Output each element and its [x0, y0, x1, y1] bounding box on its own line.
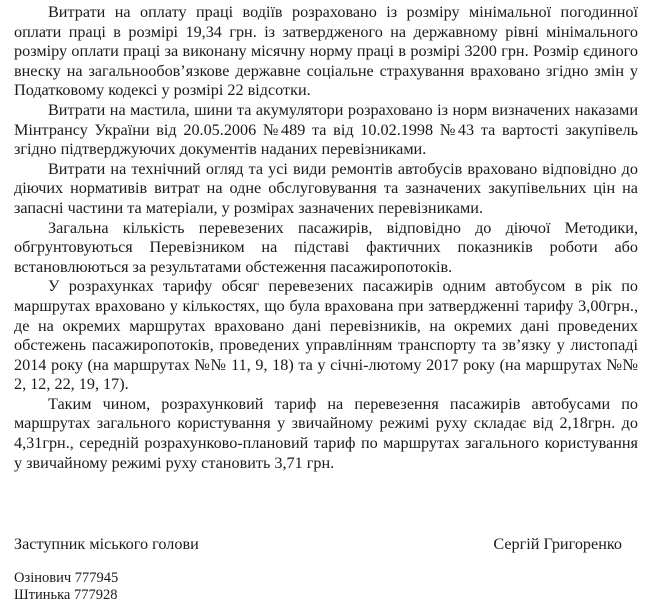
- contacts-block: [14, 570, 118, 604]
- paragraph-passenger-volume: У розрахунках тарифу обсяг перевезених пасажирів одним автобусом в рік по маршрутах враховано у кількостях, що була врахована при затвердженні тарифу 3,00грн., де на окремих маршрутах враховано дані перевізників, на окремих дані проведених обстежень пасажиропотоків, проведених управлінням транспорту та зв’язку у листопаді 2014 року (на маршрутах №№ 11, 9, 18) та у січні-лютому 2017 року (на маршрутах №№ 2, 12, 22, 19, 17).: [14, 277, 638, 394]
- document-body: [14, 3, 638, 473]
- paragraph-maintenance-repairs: Витрати на технічний огляд та усі види ремонтів автобусів враховано відповідно до діючих нормативів витрат на одне обслуговування та зазначених закупівельних цін на запасні частини та матеріали, у розмірах зазначених перевізниками.: [14, 159, 638, 217]
- paragraph-tariff-conclusion: Таким чином, розрахунковий тариф на перевезення пасажирів автобусами по маршрутах загального користування у звичайному режимі руху складає від 2,18грн. до 4,31грн., середній розрахунково-плановий тариф по маршрутах загального користування у звичайному режимі руху становить 3,71 грн.: [14, 394, 638, 472]
- contact-line: Озінович 777945: [14, 570, 119, 586]
- paragraph-labor-costs: Витрати на оплату праці водіїв розраховано із розміру мінімальної погодинної оплати праці в розмірі 19,34 грн. із затвердженого на державному рівні мінімального розміру оплати праці за виконану місячну норму праці в розмірі 3200 грн. Розмір єдиного внеску на загальнообов’язкове державне соціальне страхування враховано згідно змін у Податковому кодексі у розмірі 22 відсотки.: [14, 3, 638, 100]
- signatory-name: Сергій Григоренко: [493, 535, 622, 553]
- signature-block: [14, 535, 622, 554]
- paragraph-lubricants-tires: Витрати на мастила, шини та акумулятори розраховано із норм визначених наказами Мінтрансу України від 20.05.2006 №489 та від 10.02.1998 №43 та вартості закупівель згідно підтверджуючих документів наданих перевізниками.: [14, 100, 638, 159]
- contact-line: Штинька 777928: [14, 587, 118, 603]
- paragraph-passenger-count: Загальна кількість перевезених пасажирів, відповідно до діючої Методики, обгрунтовуються Перевізником на підставі фактичних показників роботи або встановлюються за результатами обстеження пасажиропотоків.: [14, 218, 638, 276]
- signatory-position: Заступник міського голови: [14, 535, 199, 553]
